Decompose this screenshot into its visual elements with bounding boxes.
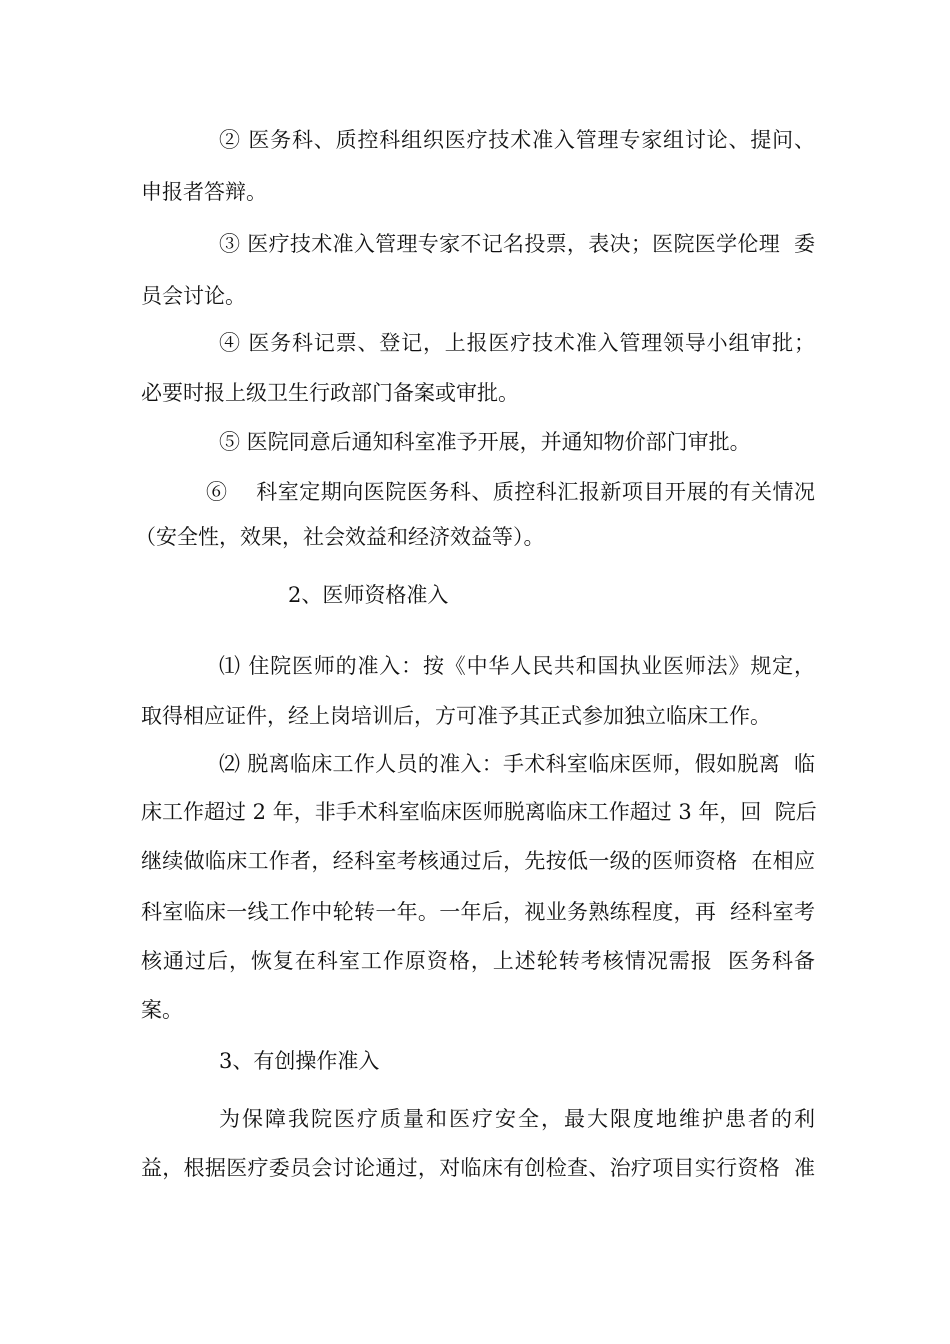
item-4-line-1: ④ 医务科记票、登记，上报医疗技术准入管理领导小组审批； xyxy=(219,331,815,355)
item-2-line-1: ② 医务科、质控科组织医疗技术准入管理专家组讨论、提问、 xyxy=(219,128,815,152)
section-2-p2-line-4: 科室临床一线工作中轮转一年。一年后，视业务熟练程度，再 经科室考 xyxy=(141,900,815,924)
section-2-p2-line-1: ⑵ 脱离临床工作人员的准入：手术科室临床医师，假如脱离 临 xyxy=(219,752,815,776)
item-3-line-2: 员会讨论。 xyxy=(141,284,246,308)
section-2-p1-line-2: 取得相应证件，经上岗培训后，方可准予其正式参加独立临床工作。 xyxy=(141,704,771,728)
section-3-p1-line-2: 益，根据医疗委员会讨论通过，对临床有创检查、治疗项目实行资格 准 xyxy=(141,1156,815,1180)
section-3-heading: 3、有创操作准入 xyxy=(219,1049,380,1073)
item-6-line-1: ⑥ 科室定期向医院医务科、质控科汇报新项目开展的有关情况 xyxy=(206,480,815,504)
section-2-p2-line-5: 核通过后，恢复在科室工作原资格，上述轮转考核情况需报 医务科备 xyxy=(141,949,815,973)
section-2-p2-line-2: 床工作超过 2 年，非手术科室临床医师脱离临床工作超过 3 年，回 院后 xyxy=(141,800,817,824)
section-3-p1-line-1: 为保障我院医疗质量和医疗安全，最大限度地维护患者的利 xyxy=(219,1107,815,1131)
item-2-line-2: 申报者答辩。 xyxy=(141,180,267,204)
section-2-p2-line-6: 案。 xyxy=(141,998,183,1022)
item-4-line-2: 必要时报上级卫生行政部门备案或审批。 xyxy=(141,381,519,405)
item-3-line-1: ③ 医疗技术准入管理专家不记名投票，表决；医院医学伦理 委 xyxy=(219,232,815,256)
section-2-p1-line-1: ⑴ 住院医师的准入：按《中华人民共和国执业医师法》规定， xyxy=(219,654,815,678)
item-6-line-2: （安全性，效果，社会效益和经济效益等）。 xyxy=(135,525,545,549)
section-2-p2-line-3: 继续做临床工作者，经科室考核通过后，先按低一级的医师资格 在相应 xyxy=(141,849,815,873)
item-5-line-1: ⑤ 医院同意后通知科室准予开展，并通知物价部门审批。 xyxy=(219,430,751,454)
section-2-heading: 2、医师资格准入 xyxy=(288,583,449,607)
